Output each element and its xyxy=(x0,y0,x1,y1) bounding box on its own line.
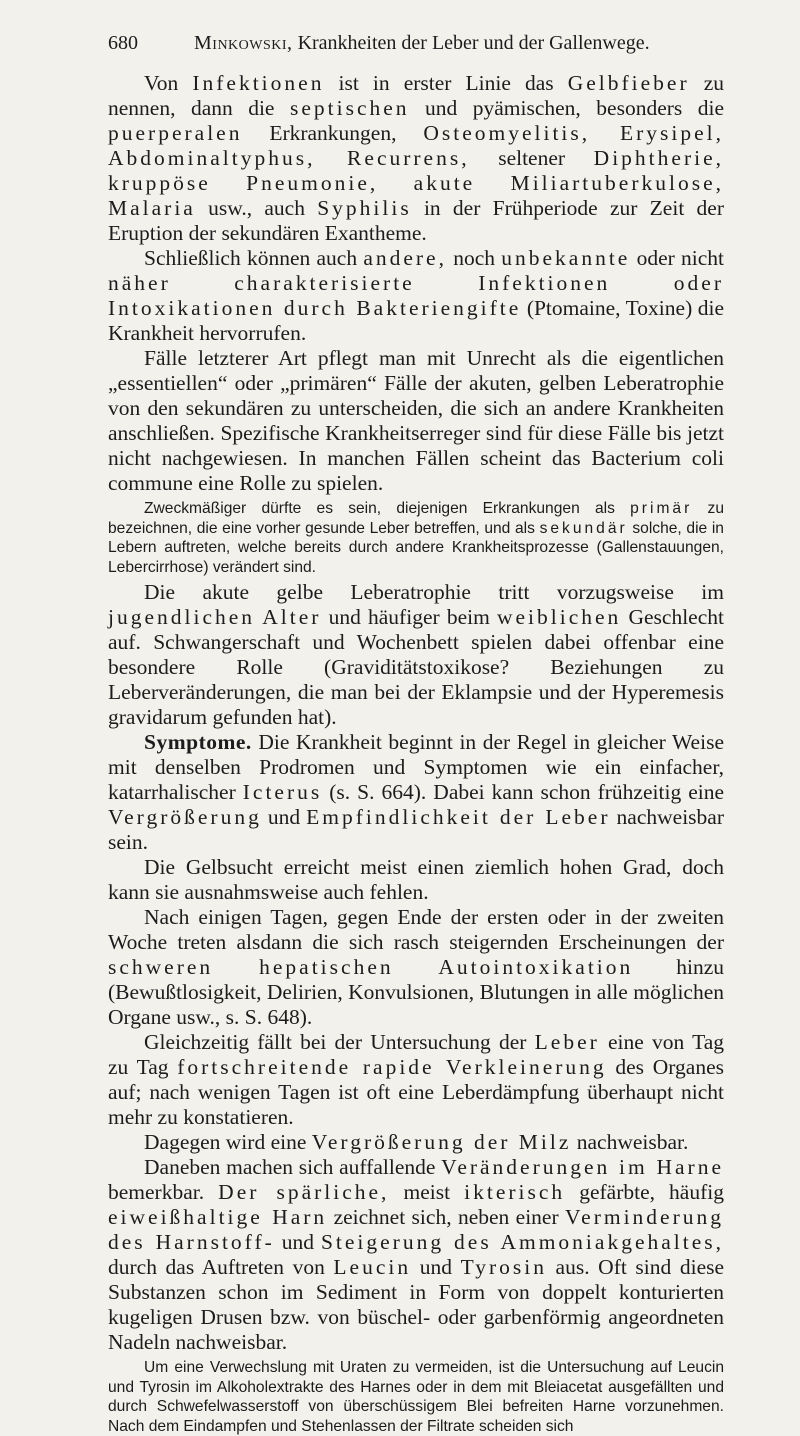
note-leucin-tyrosin: Um eine Verwechslung mit Uraten zu vermeiden, ist die Untersuchung auf Leucin und Tyrosin im Alkoholextrakte des Harnes oder in dem mit Bleiacetat ausgefällten und durch Schwefelwasserstoff von überschüssigem Blei befreiten Harne vorzunehmen. Nach dem Eindampfen und Stehenlassen der Filtrate scheiden sich xyxy=(108,1359,724,1435)
paragraph-other-infections: Schließlich können auch andere, noch unbekannte oder nicht näher charakterisierte Infektionen oder Intoxikationen durch Bakteriengifte (Ptomaine, Toxine) die Krankheit hervorrufen. xyxy=(108,246,725,345)
paragraph-autointoxication: Nach einigen Tagen, gegen Ende der ersten oder in der zweiten Woche treten alsdann die sich rasch steigernden Erscheinungen der schweren hepatischen Autointoxikation hinzu (Bewußtlosigkeit, Delirien, Konvulsionen, Blutungen in alle möglichen Organe usw., s. S. 648). xyxy=(108,905,725,1029)
text-body xyxy=(108,71,724,1436)
paragraph-jaundice: Die Gelbsucht erreicht meist einen ziemlich hohen Grad, doch kann sie ausnahmsweise auch fehlen. xyxy=(108,855,724,904)
page-number: 680 xyxy=(108,32,138,54)
running-header xyxy=(108,30,728,56)
paragraph-age-sex: Die akute gelbe Leberatrophie tritt vorzugsweise im jugendlichen Alter und häufiger beim weiblichen Geschlecht auf. Schwangerschaft und Wochenbett spielen dabei offenbar eine besondere Rolle (Graviditätstoxikose? Beziehungen zu Leberveränderungen, die man bei der Eklampsie und der Hyperemesis gravidarum gefunden hat). xyxy=(108,580,724,729)
header-title: Krankheiten der Leber und der Gallenwege. xyxy=(297,32,650,54)
paragraph-symptoms: Symptome. Die Krankheit beginnt in der Regel in gleicher Weise mit denselben Prodromen und Symptomen wie ein einfacher, katarrhalischer Icterus (s. S. 664). Dabei kann schon frühzeitig eine Vergrößerung und Empfindlichkeit der Leber nachweisbar sein. xyxy=(108,730,725,854)
paragraph-infections: Von Infektionen ist in erster Linie das Gelbfieber zu nennen, dann die septischen und pyämischen, besonders die puerperalen Erkrankungen, Osteomyelitis, Erysipel, Abdominaltyphus, Recurrens, seltener Diphtherie, kruppöse Pneumonie, akute Miliartuberkulose, Malaria usw., auch Syphilis in der Frühperiode zur Zeit der Eruption der sekundären Exantheme. xyxy=(108,71,725,245)
paragraph-spleen: Dagegen wird eine Vergrößerung der Milz nachweisbar. xyxy=(144,1130,689,1154)
header-author: Minkowski, xyxy=(194,32,293,54)
paragraph-essential-cases: Fälle letzterer Art pflegt man mit Unrecht als die eigentlichen „essentiellen“ oder „primären“ Fälle der akuten, gelben Leberatrophie von den sekundären zu unterscheiden, die sich an andere Krankheiten anschließen. Spezifische Krankheitserreger sind für diese Fälle bis jetzt nicht nachgewiesen. In manchen Fällen scheint das Bacterium coli commune eine Rolle zu spielen. xyxy=(108,346,724,495)
note-primary-secondary: Zweckmäßiger dürfte es sein, diejenigen Erkrankungen als primär zu bezeichnen, die eine vorher gesunde Leber betreffen, und als sekundär solche, die in Lebern auftreten, welche bereits durch andere Krankheitsprozesse (Gallenstauungen, Lebercirrhose) verändert sind. xyxy=(108,500,724,576)
paragraph-urine: Daneben machen sich auffallende Veränderungen im Harne bemerkbar. Der spärliche, meist ikterisch gefärbte, häufig eiweißhaltige Harn zeichnet sich, neben einer Verminderung des Harnstoff- und Steigerung des Ammoniakgehaltes, durch das Auftreten von Leucin und Tyrosin aus. Oft sind diese Substanzen schon im Sediment in Form von doppelt konturierten kugeligen Drusen bzw. von büschel- oder garbenförmig angeordneten Nadeln nachweisbar. xyxy=(108,1155,725,1354)
paragraph-liver-shrinkage: Gleichzeitig fällt bei der Untersuchung der Leber eine von Tag zu Tag fortschreitende rapide Verkleinerung des Organes auf; nach wenigen Tagen ist oft eine Leberdämpfung überhaupt nicht mehr zu konstatieren. xyxy=(108,1030,724,1129)
section-heading-symptoms: Symptome. xyxy=(144,730,252,754)
